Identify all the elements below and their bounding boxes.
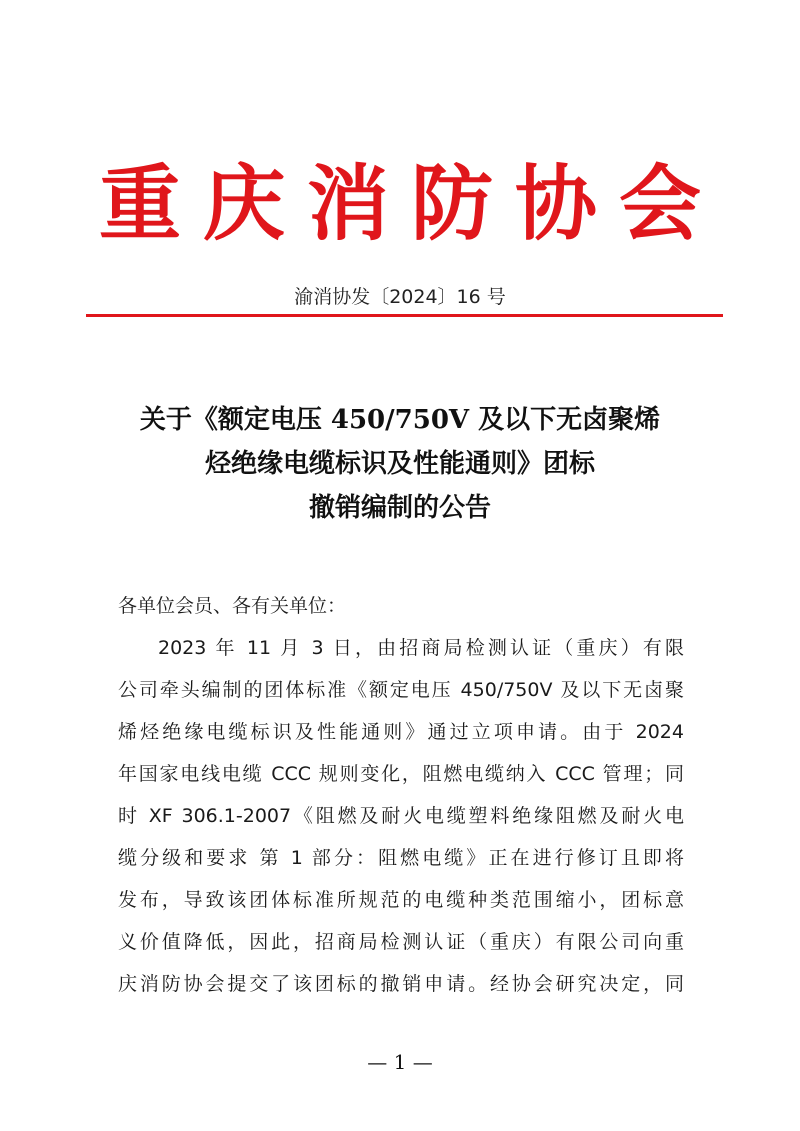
title-line-2: 烃绝缘电缆标识及性能通则》团标 <box>204 449 595 479</box>
paragraph-line: 缆分级和要求 第 1 部分：阻燃电缆》正在进行修订且即将 <box>118 847 684 869</box>
page-number: — 1 — <box>367 1050 433 1074</box>
paragraph-line: 年国家电线电缆 CCC 规则变化，阻燃电缆纳入 CCC 管理；同 <box>118 763 684 785</box>
title-line-1: 关于《额定电压 450/750V 及以下无卤聚烯 <box>139 405 661 435</box>
paragraph-line: 时 XF 306.1-2007《阻燃及耐火电缆塑料绝缘阻燃及耐火电 <box>118 805 684 827</box>
paragraph-line: 2023 年 11 月 3 日，由招商局检测认证（重庆）有限 <box>158 637 684 659</box>
paragraph-line: 发布，导致该团体标准所规范的电缆种类范围缩小，团标意 <box>118 889 684 911</box>
salutation: 各单位会员、各有关单位： <box>118 595 347 617</box>
red-divider-line <box>86 314 723 317</box>
document-number: 渝消协发〔2024〕16 号 <box>294 286 506 308</box>
paragraph-line: 公司牵头编制的团体标准《额定电压 450/750V 及以下无卤聚 <box>118 679 684 701</box>
paragraph-line: 烯烃绝缘电缆标识及性能通则》通过立项申请。由于 2024 <box>118 721 684 743</box>
announcement-title <box>60 398 740 530</box>
body-text <box>118 585 684 1005</box>
paragraph-line: 义价值降低，因此，招商局检测认证（重庆）有限公司向重 <box>118 931 684 953</box>
title-line-3: 撤销编制的公告 <box>308 493 491 523</box>
org-masthead: 重庆消防协会 <box>98 157 723 252</box>
paragraph-line: 庆消防协会提交了该团标的撤销申请。经协会研究决定，同 <box>118 973 684 995</box>
